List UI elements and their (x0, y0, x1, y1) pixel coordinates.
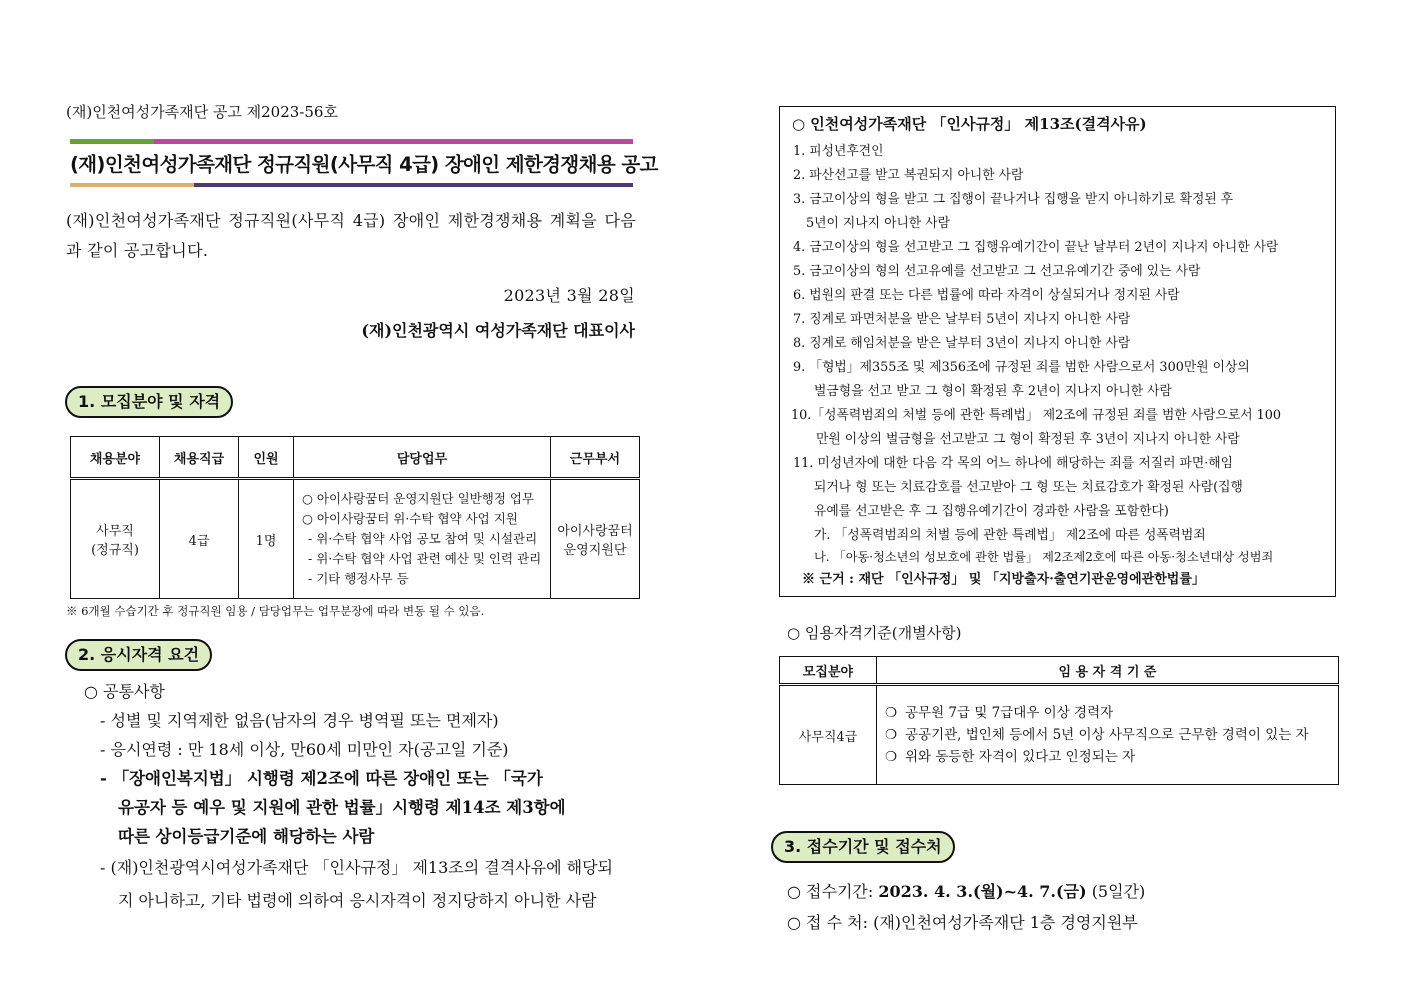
requirement-item: - 응시연령 : 만 18세 이상, 만60세 미만인 자(공고일 기준) (100, 740, 509, 759)
notice-number: (재)인천여성가족재단 공고 제2023-56호 (66, 103, 338, 121)
title-bottom-stripe (70, 183, 633, 187)
application-period (787, 879, 1145, 902)
disqualification-line: 11. 미성년자에 대한 다음 각 목의 어느 하나에 해당하는 죄를 저질러 파면·해임 (793, 456, 1234, 471)
criteria-item (885, 724, 1332, 746)
recruitment-table (70, 436, 640, 599)
disqualification-line: 10.「성폭력범죄의 처벌 등에 관한 특례법」 제2조에 규정된 죄를 범한 사람으로서 100 (791, 408, 1282, 423)
disqualification-line: 8. 징계로 해임처분을 받은 날부터 3년이 지나지 아니한 사람 (793, 336, 1131, 351)
department-unit: 운영지원단 (563, 543, 627, 558)
table-header: 근무부서 (551, 437, 640, 479)
department-cell (551, 479, 640, 599)
criteria-text: 위와 동등한 자격이 있다고 인정되는 자 (905, 749, 1136, 765)
disqualification-line: 유예를 선고받은 후 그 집행유예기간이 경과한 사람을 포함한다) (814, 504, 1169, 519)
requirement-line: 지 아니하고, 기타 법령에 의하여 응시자격이 정지당하지 아니한 사람 (118, 891, 597, 910)
field-name: 사무직 (96, 524, 134, 539)
intro-paragraph: (재)인천여성가족재단 정규직원(사무직 4급) 장애인 제한경쟁채용 계획을 다음과 같이 공고합니다. (66, 211, 636, 260)
criteria-text: 공무원 7급 및 7급대우 이상 경력자 (905, 705, 1114, 721)
disqualification-line: 5. 금고이상의 형의 선고유예를 선고받고 그 선고유예기간 중에 있는 사람 (793, 264, 1201, 279)
circle-bullet-icon: ❍ (885, 749, 898, 765)
disqualification-line: 3. 금고이상의 형을 받고 그 집행이 끝나거나 집행을 받지 아니하기로 확정된 후 (793, 192, 1234, 207)
field-cell: 사무직4급 (780, 685, 877, 785)
criteria-cell (877, 685, 1339, 785)
disqualification-line: 6. 법원의 판결 또는 다른 법률에 따라 자격이 상실되거나 정지된 사람 (793, 288, 1180, 303)
department-name: 아이사랑꿈터 (557, 524, 633, 539)
requirement-line: - 「장애인복지법」 시행령 제2조에 따른 장애인 또는 「국가 (100, 769, 543, 788)
place-value: (재)인천여성가족재단 1층 경영지원부 (873, 913, 1138, 932)
disqualification-box (779, 106, 1336, 597)
table-header: 채용직급 (160, 437, 239, 479)
disqualification-line: 4. 금고이상의 형을 선고받고 그 집행유예기간이 끝난 날부터 2년이 지나지 아니한 사람 (793, 240, 1279, 255)
table-header: 채용분야 (71, 437, 160, 479)
period-days: (5일간) (1091, 882, 1146, 901)
table-header: 인원 (239, 437, 294, 479)
circle-bullet-icon: ❍ (885, 705, 898, 721)
notice-date: 2023년 3월 28일 (503, 286, 635, 305)
grade-cell: 4급 (160, 479, 239, 599)
requirement-line: 따른 상이등급기준에 해당하는 사람 (118, 827, 375, 846)
common-requirements-heading: ○ 공통사항 (84, 682, 165, 701)
table-header-row (71, 437, 640, 479)
disqualification-line: 만원 이상의 벌금형을 선고받고 그 형이 확정된 후 3년이 지나지 아니한 사람 (816, 432, 1240, 447)
table-row (71, 479, 640, 599)
table-header: 담당업무 (294, 437, 551, 479)
criteria-item (885, 702, 1332, 724)
disqualification-title: ○ 인천여성가족재단 「인사규정」 제13조(결격사유) (792, 115, 1147, 133)
application-place (787, 910, 1138, 933)
disqualification-line: 2. 파산선고를 받고 복권되지 아니한 사람 (793, 168, 1024, 183)
standards-heading: ○ 임용자격기준(개별사항) (787, 624, 962, 642)
requirement-item (100, 851, 640, 917)
section-3-heading: 3. 접수기간 및 접수처 (771, 831, 955, 863)
table-header: 모집분야 (780, 657, 877, 685)
field-type: (정규직) (91, 543, 139, 558)
table-header-row (780, 657, 1339, 685)
duties-cell (294, 479, 551, 599)
period-label: ○ 접수기간: (787, 882, 874, 901)
standards-table (779, 656, 1339, 785)
requirement-line: 유공자 등 예우 및 지원에 관한 법률」시행령 제14조 제3항에 (118, 798, 566, 817)
notice-issuer: (재)인천광역시 여성가족재단 대표이사 (361, 321, 635, 340)
place-label: ○ 접 수 처: (787, 913, 868, 932)
requirement-item-bold (100, 764, 566, 851)
section-1-heading: 1. 모집분야 및 자격 (65, 386, 233, 418)
count-cell: 1명 (239, 479, 294, 599)
disqualification-line: 나. 「아동·청소년의 성보호에 관한 법률」 제2조제2호에 따른 아동·청소년대상 성범죄 (814, 550, 1274, 564)
page-title: (재)인천여성가족재단 정규직원(사무직 4급) 장애인 제한경쟁채용 공고 (70, 153, 658, 176)
requirement-line: - (재)인천광역시여성가족재단 「인사규정」 제13조의 결격사유에 해당되 (100, 858, 613, 877)
section-2-heading: 2. 응시자격 요건 (65, 639, 212, 671)
disqualification-line: 7. 징계로 파면처분을 받은 날부터 5년이 지나지 아니한 사람 (793, 312, 1131, 327)
disqualification-line: 가. 「성폭력범죄의 처벌 등에 관한 특례법」 제2조에 따른 성폭력범죄 (814, 528, 1206, 543)
duty-subitem: - 기타 행정사무 등 (308, 571, 409, 586)
table-row (780, 685, 1339, 785)
requirement-item: - 성별 및 지역제한 없음(남자의 경우 병역필 또는 면제자) (100, 711, 499, 730)
duty-subitem: - 위·수탁 협약 사업 관련 예산 및 인력 관리 (308, 551, 542, 566)
table-footnote: ※ 6개월 수습기간 후 정규직원 임용 / 담당업무는 업무분장에 따라 변동 될 수 있음. (66, 604, 485, 618)
disqualification-line: 벌금형을 선고 받고 그 형이 확정된 후 2년이 지나지 아니한 사람 (814, 384, 1172, 399)
disqualification-line: 9. 「형법」제355조 및 제356조에 규정된 죄를 범한 사람으로서 300만원 이상의 (793, 360, 1250, 375)
criteria-text: 공공기관, 법인체 등에서 5년 이상 사무직으로 근무한 경력이 있는 자 (905, 727, 1309, 743)
disqualification-line: 5년이 지나지 아니한 사람 (806, 216, 950, 231)
table-header: 임 용 자 격 기 준 (877, 657, 1339, 685)
criteria-item (885, 746, 1332, 768)
duty-item: ○ 아이사랑꿈터 위·수탁 협약 사업 지원 (302, 511, 518, 526)
period-value: 2023. 4. 3.(월)~4. 7.(금) (878, 882, 1087, 901)
field-cell (71, 479, 160, 599)
circle-bullet-icon: ❍ (885, 727, 898, 743)
duty-item: ○ 아이사랑꿈터 운영지원단 일반행정 업무 (302, 491, 535, 506)
disqualification-basis-note: ※ 근거 : 재단 「인사규정」 및 「지방출자·출연기관운영에관한법률」 (802, 572, 1205, 587)
disqualification-line: 되거나 형 또는 치료감호를 선고받아 그 형 또는 치료감호가 확정된 사람(집행 (814, 480, 1243, 495)
disqualification-line: 1. 피성년후견인 (793, 144, 884, 159)
duty-subitem: - 위·수탁 협약 사업 공모 참여 및 시설관리 (308, 531, 538, 546)
title-top-stripe (70, 139, 633, 144)
